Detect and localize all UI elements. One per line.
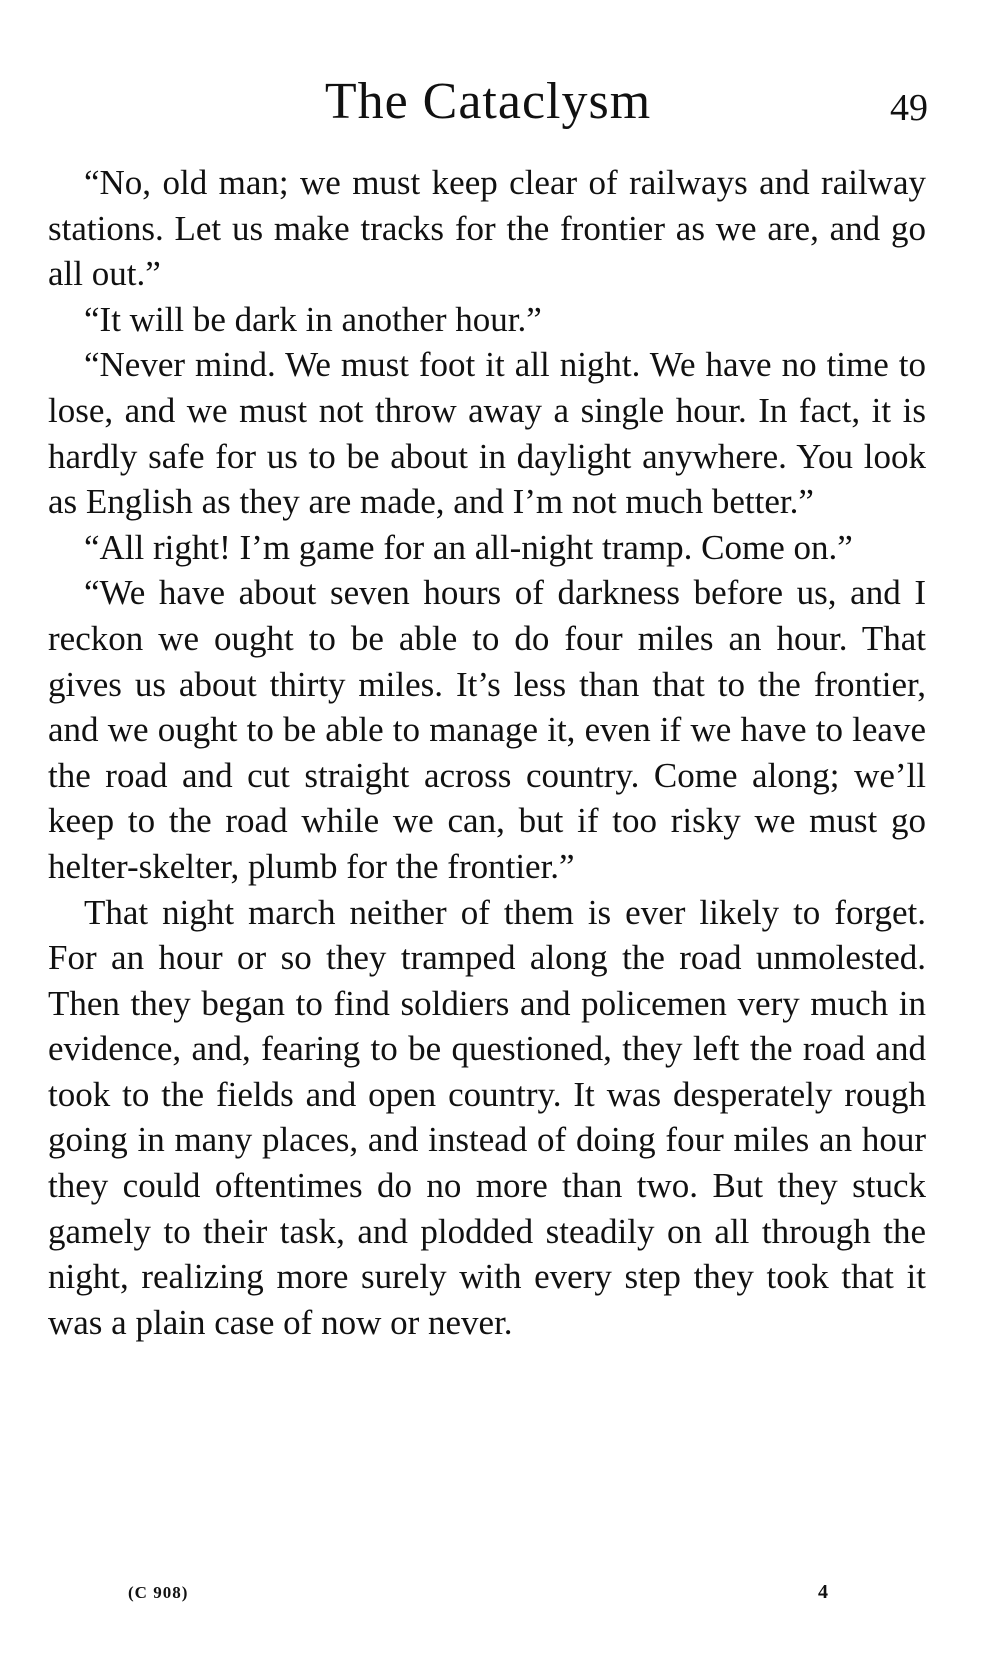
page-header — [48, 72, 928, 142]
paragraph: “We have about seven hours of darkness before us, and I reckon we ought to be able to do four miles an hour. That gives us about thirty miles. It’s less than that to the frontier, and we ought to be able to manage it, even if we have to leave the road and cut straight across country. Come along; we’ll keep to the road while we can, but if too risky we must go helter-skelter, plumb for the frontier.” — [48, 573, 926, 886]
page-footer — [48, 1583, 928, 1613]
paragraph: That night march neither of them is ever likely to forget. For an hour or so they tramped along the road unmolested. Then they began to find soldiers and policemen very much in evidence, and, fearing to be questioned, they left the road and took to the fields and open country. It was desperately rough going in many places, and instead of doing four miles an hour they could oftentimes do no more than two. But they stuck gamely to their task, and plodded steadily on all through the night, realizing more surely with every step they took that it was a plain case of now or never. — [48, 892, 926, 1342]
paragraph: “It will be dark in another hour.” — [84, 299, 542, 339]
page-number: 49 — [890, 87, 928, 129]
paragraph: “Never mind. We must foot it all night. We have no time to lose, and we must not throw away a single hour. In fact, it is hardly safe for us to be about in daylight anywhere. You look as English as they are made, and I’m not much better.” — [48, 345, 926, 522]
body-text — [48, 160, 926, 1345]
paragraph: “No, old man; we must keep clear of railways and railway stations. Let us make tracks for the frontier as we are, and go all out.” — [48, 163, 926, 294]
paragraph: “All right! I’m game for an all-night tramp. Come on.” — [84, 527, 853, 567]
gathering-number: 4 — [818, 1581, 828, 1603]
running-title: The Cataclysm — [324, 73, 652, 130]
signature-mark: (C 908) — [128, 1583, 189, 1602]
